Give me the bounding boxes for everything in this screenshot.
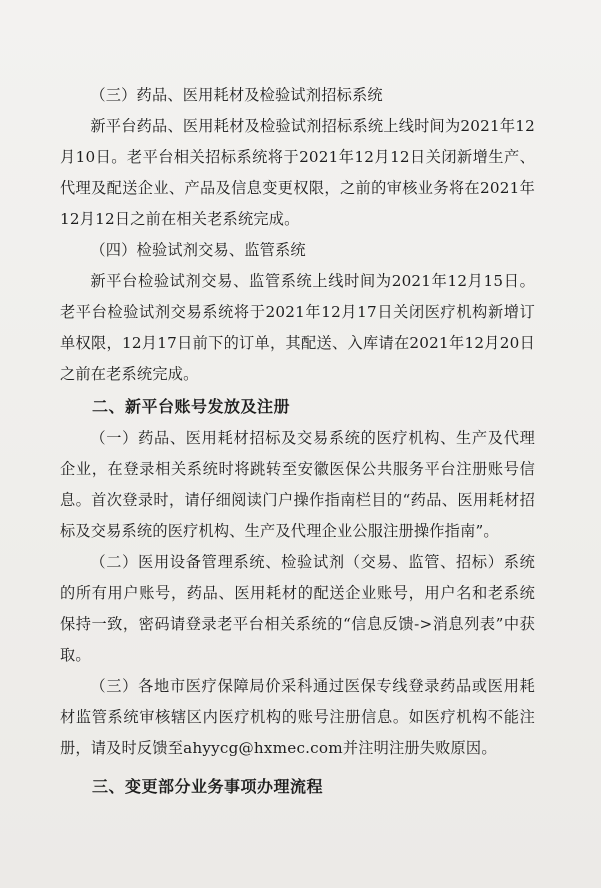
document-body (60, 80, 535, 803)
subsection-3-title: （三）药品、医用耗材及检验试剂招标系统 (90, 86, 383, 104)
section-2-paragraph-1: （一）药品、医用耗材招标及交易系统的医疗机构、生产及代理企业，在登录相关系统时将跳转至安徽医保公共服务平台注册账号信息。首次登录时，请仔细阅读门户操作指南栏目的“药品、医用耗材招标及交易系统的医疗机构、生产及代理企业公服注册操作指南”。 (60, 429, 535, 540)
section-2-paragraph-3: （三）各地市医疗保障局价采科通过医保专线登录药品或医用耗材监管系统审核辖区内医疗机构的账号注册信息。如医疗机构不能注册，请及时反馈至ahyycg@hxmec.com并注明注册失败原因。 (60, 677, 535, 757)
section-2-heading: 二、新平台账号发放及注册 (92, 397, 291, 416)
subsection-4-body: 新平台检验试剂交易、监管系统上线时间为2021年12月15日。老平台检验试剂交易系统将于2021年12月17日关闭医疗机构新增订单权限，12月17日前下的订单，其配送、入库请在2021年12月20日之前在老系统完成。 (60, 272, 535, 383)
subsection-4-title: （四）检验试剂交易、监管系统 (90, 241, 306, 259)
section-2-paragraph-2: （二）医用设备管理系统、检验试剂（交易、监管、招标）系统的所有用户账号，药品、医用耗材的配送企业账号，用户名和老系统保持一致，密码请登录老平台相关系统的“信息反馈->消息列表”中获取。 (60, 553, 535, 664)
subsection-3-body: 新平台药品、医用耗材及检验试剂招标系统上线时间为2021年12月10日。老平台相关招标系统将于2021年12月12日关闭新增生产、代理及配送企业、产品及信息变更权限，之前的审核业务将在2021年12月12日之前在相关老系统完成。 (60, 117, 535, 228)
section-3-heading: 三、变更部分业务事项办理流程 (92, 777, 324, 796)
